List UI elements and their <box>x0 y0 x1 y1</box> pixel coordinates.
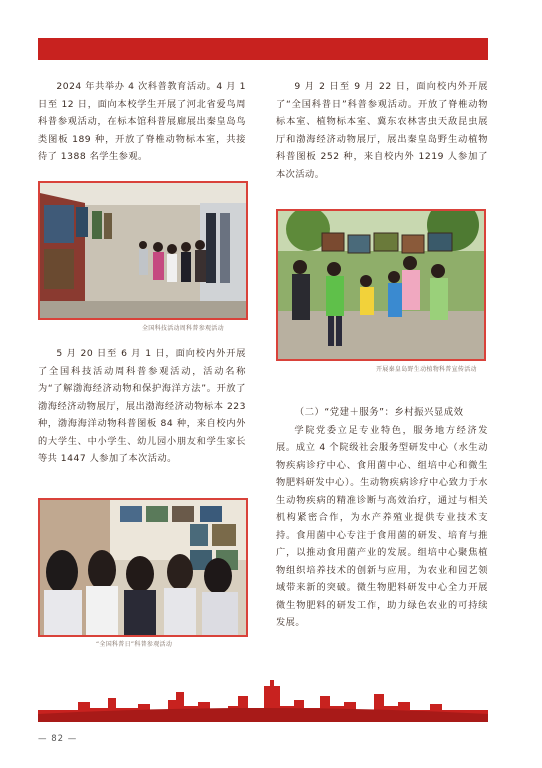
column-left-top <box>38 78 246 166</box>
paragraph-science-day: 9 月 2 日至 9 月 22 日，面向校内外开展了“全国科普日”科普参观活动。开放了脊椎动物标本室、植物标本室、冀东农林害虫天敌昆虫展厅和渤海经济动物展厅，展出秦皇岛野生动植物科普图板 252 种，来自校内外 1219 人参加了本次活动。 <box>276 81 488 180</box>
column-right-bottom <box>276 404 488 632</box>
photo-wildlife-promotion <box>276 209 486 361</box>
photo-caption-science-week: 全国科技活动周科普参观活动 <box>142 325 224 332</box>
photo-science-day <box>38 498 248 637</box>
section-heading: （二）“党建＋服务”：乡村振兴显成效 <box>294 407 464 418</box>
photo-caption-wildlife-promotion: 开展秦皇岛野生动植物科普宣传活动 <box>376 366 477 373</box>
city-skyline-banner <box>38 672 488 722</box>
column-left-bottom <box>38 345 246 468</box>
header-banner <box>38 38 488 60</box>
paragraph-rural-revitalization: 学院党委立足专业特色，服务地方经济发展。成立 4 个院级社会服务型研发中心（水生动物疾病诊疗中心、食用菌中心、组培中心和微生物肥料研发中心）。生动物疾病诊疗中心致力于水生动物疾病的精准诊断与高效治疗，通过与相关机构紧密合作，为水产养殖业提供专业技术支持。食用菌中心专注于食用菌的研发、培育与推广，以推动食用菌产业的发展。组培中心聚焦植物组织培养技术的创新与应用，为农业和园艺领域带来新的突破。微生物肥料研发中心全力开展微生物肥料的研发工作，助力绿色农业的可持续发展。 <box>276 424 488 628</box>
page-number: — 82 — <box>38 734 78 744</box>
photo-caption-science-day: “全国科普日”科普参观活动 <box>96 641 173 648</box>
paragraph-science-week: 5 月 20 日至 6 月 1 日，面向校内外开展了全国科技活动周科普参观活动，活动名称为“了解渤海经济动物和保护海洋方法”。开放了渤海经济动物展厅，展出渤海经济动物标本 223 种，渤海海洋动物科普图板 84 种，来自校内外的大学生、中小学生、幼儿园小朋友和学生家长等共 1447 人参加了本次活动。 <box>38 348 246 464</box>
column-right-top <box>276 78 488 183</box>
paragraph-birdweek: 2024 年共举办 4 次科普教育活动。4 月 1 日至 12 日，面向本校学生开展了河北省爱鸟周科普参观活动，在标本馆科普展廊展出秦皇岛鸟类图板 189 种，开放了脊椎动物标本室，共接待了 1388 名学生参观。 <box>38 81 246 162</box>
photo-science-week <box>38 181 248 320</box>
